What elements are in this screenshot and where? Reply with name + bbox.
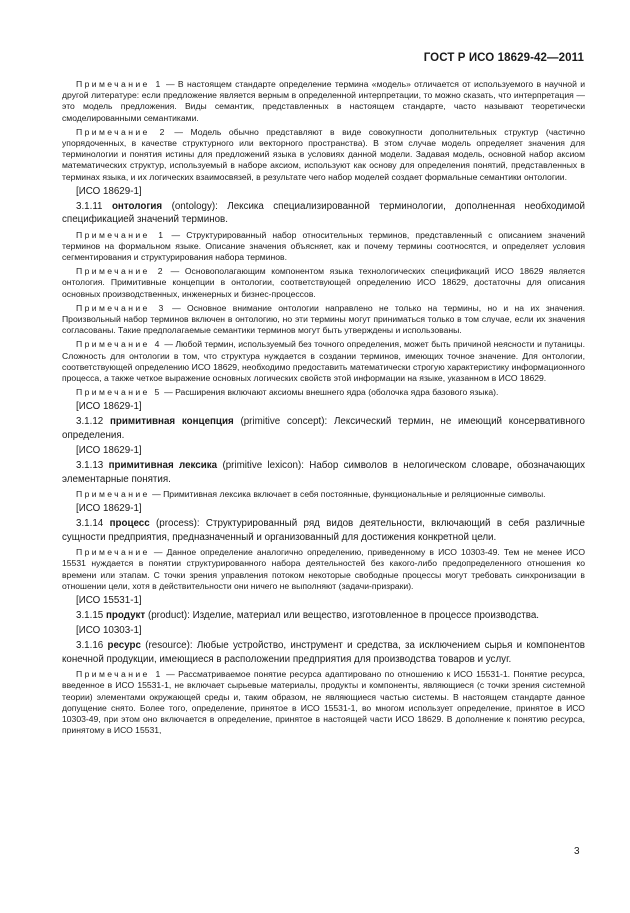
term-name: ресурс [107, 640, 141, 652]
term-name: продукт [105, 609, 146, 621]
term-text: (primitive lexicon): Набор символов в нелогическом словаре, обозначающих элементарные понятия. [62, 460, 585, 485]
page-number: 3 [574, 846, 580, 857]
reference-citation: [ИСО 18629-1] [76, 445, 142, 457]
term-text: (product): Изделие, материал или вещество, изготовленное в процессе производства. [147, 609, 540, 621]
term-number: 3.1.12 [76, 416, 104, 428]
term-definition [62, 639, 585, 666]
note-text: — Основополагающим компонентом языка технологических спецификаций ИСО 18629 является онтология. Примитивные концепции в онтологии, соответствующей определению ИСО 18629, достаточны для описания основных производственных, инженерных и бизнес-процессов. [62, 266, 585, 299]
document-body [62, 76, 585, 738]
term-text: (ontology): Лексика специализированной терминологии, дополненная необходимой спецификацией значений терминов. [62, 200, 585, 226]
note-text: — Основное внимание онтологии направлено не только на термины, но и на их значения. Произвольный набор терминов включен в онтологию, но эти термины могут приниматься только в том случае, если их значения согласованы. Такие предполагаемые семантики терминов могут быть утверждены и использованы. [62, 302, 585, 336]
term-number: 3.1.14 [76, 518, 104, 530]
note-text: — Рассматриваемое понятие ресурса адаптировано по отношению к ИСО 15531-1. Понятие ресурса, введенное в ИСО 15531-1, не включает сырьевые материалы, продукты и компоненты, являющиеся (с точки зрения системной теории) элементами окружающей среды и, таким образом, не являющиеся частью системы. В настоящем стандарте данное допущение снято. Более того, определение, принятое в ИСО 15531-1, во многом использует определение, принятое в ИСО 10303-49, при этом оно включается в определение, принятое в настоящей части ИСО 18629. В дополнение к понятию ресурса, принятому в ИСО 15531, [62, 669, 585, 736]
note-text: — Любой термин, используемый без точного определения, может быть причиной неясности и путаницы. Сложность для онтологии в том, что структура нуждается в создании терминов, имеющих точное значение. Для онтологии, соответствующей определению ИСО 18629, необходимо предоставить математически строгую характеристику информационного процесса, а также четкое выражение основных логических свойств этой информации на языке, указанном в ИСО 18629. [62, 339, 585, 384]
note-paragraph [62, 669, 585, 736]
note-label: Примечание 1 [76, 669, 163, 680]
note-label: Примечание 1 [76, 79, 163, 89]
reference-citation: [ИСО 15531-1] [76, 594, 142, 606]
note-text: — В настоящем стандарте определение термина «модель» отличается от используемого в научной и другой литературе: если предложение является верным в определенной интерпретации, то можно сказать, что интерпретация — это модель предложения. Виды семантик, представленных в настоящем стандарте, часто называют теоретически смоделированными семантиками. [62, 79, 586, 123]
note-paragraph [62, 230, 585, 264]
note-paragraph [62, 547, 585, 592]
term-name: онтология [111, 200, 163, 212]
term-text: (resource): Любые устройство, инструмент и средства, за исключением сырья и компонентов конечной продукции, имеющиеся в расположении предприятия для производства товаров и услуг. [62, 640, 585, 665]
note-text: — Данное определение аналогично определению, приведенному в ИСО 10303-49. Тем не менее ИСО 15531 нуждается в понятии структурированного набора деятельностей без какого-либо предопределенного отношения ко времени или этапам. С точки зрения управления потоком некоторые свободные процессы могут требовать синхронизации в отношении цели, хотя в действительности они ничего не выполняют (задачи-призраки). [62, 547, 585, 591]
note-paragraph [62, 303, 585, 337]
term-text: (primitive concept): Лексический термин, не имеющий консервативного определения. [62, 416, 585, 441]
note-label: Примечание 2 [76, 266, 165, 277]
term-number: 3.1.11 [76, 200, 103, 212]
term-definition [62, 459, 585, 486]
term-name: примитивная концепция [110, 416, 234, 428]
term-number: 3.1.13 [76, 460, 104, 472]
note-text: — Примитивная лексика включает в себя постоянные, функциональные и реляционные символы. [152, 489, 546, 500]
note-text: — Расширения включают аксиомы внешнего ядра (оболочка ядра базового языка). [164, 387, 499, 398]
reference-citation: [ИСО 10303-1] [76, 625, 142, 637]
note-text: — Модель обычно представляют в виде совокупности дополнительных структур (частично упорядоченных, в качестве структурного или векторного пространства). В этом случае модель определяет значения для терминологии и понятия истины для предложений языка в условиях данной модели. Задавая модель, основной набор аксиом математических структур, используемый в наборе аксиом, используют как основу для определения понятий, представленных в терминах языка, и их логических взаимосвязей, в результате чего набор моделей создает формальные семантики онтологии. [62, 126, 585, 182]
note-paragraph [62, 266, 585, 300]
note-text: — Структурированный набор относительных терминов, представленный с описанием значений терминов на формальном языке. Описание значения объясняет, как и почему термины соотносятся, и определяет условия сегментирования и структурирования набора терминов. [62, 229, 585, 263]
note-label: Примечание [76, 547, 150, 558]
note-paragraph [62, 339, 585, 384]
note-label: Примечание 2 [76, 126, 167, 137]
note-paragraph [62, 127, 585, 183]
term-number: 3.1.15 [76, 609, 104, 621]
note-label: Примечание 5 [76, 387, 162, 398]
term-text: (process): Структурированный ряд видов деятельности, включающий в себя различные сущности предприятия, предназначенный и организованный для достижения конкретной цели. [62, 518, 585, 543]
note-paragraph [62, 489, 585, 500]
term-definition [62, 415, 585, 442]
term-definition [62, 200, 585, 227]
note-label: Примечание 4 [76, 339, 162, 350]
term-number: 3.1.16 [76, 640, 104, 652]
note-paragraph [62, 79, 585, 124]
document-header: ГОСТ Р ИСО 18629-42—2011 [423, 52, 584, 64]
term-name: процесс [109, 518, 150, 530]
note-label: Примечание 1 [76, 229, 166, 240]
note-label: Примечание 3 [76, 302, 166, 313]
reference-citation: [ИСО 18629-1] [76, 503, 142, 515]
term-definition [62, 517, 585, 544]
note-paragraph [62, 387, 585, 398]
term-definition [62, 609, 585, 622]
note-label: Примечание [76, 489, 150, 500]
reference-citation: [ИСО 18629-1] [76, 401, 142, 413]
reference-citation: [ИСО 18629-1] [76, 185, 142, 197]
term-name: примитивная лексика [108, 460, 218, 472]
